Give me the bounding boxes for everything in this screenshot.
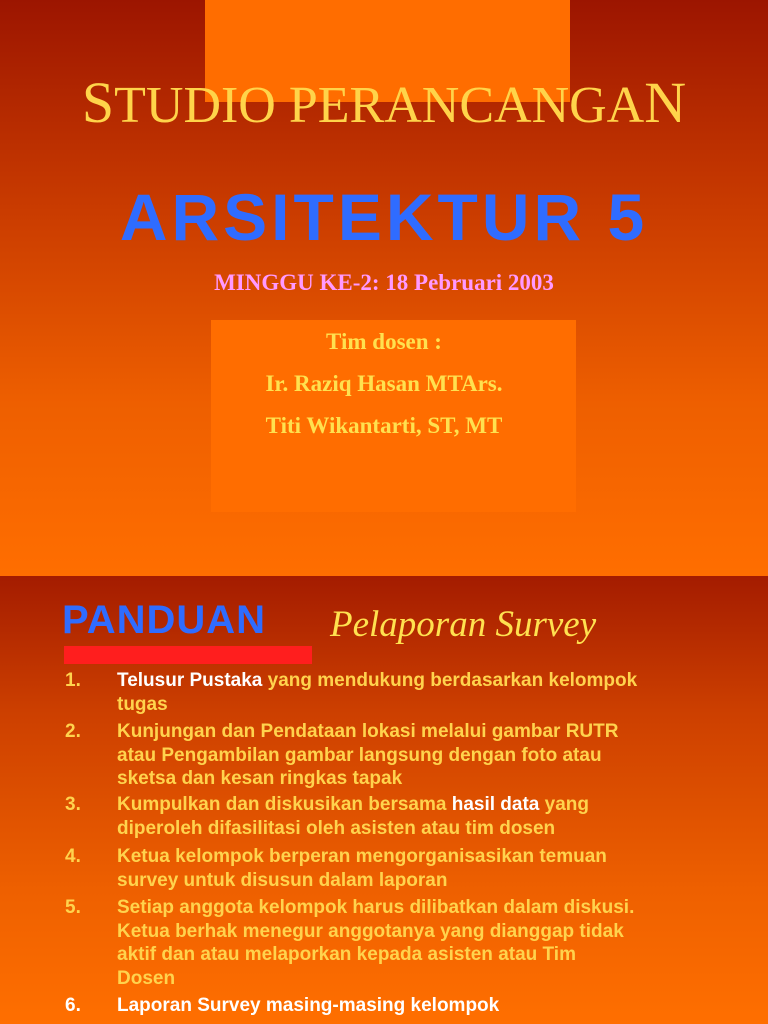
guide-title: PANDUAN: [62, 598, 267, 642]
title-middle: TUDIO PERANCANGA: [114, 77, 645, 134]
guide-slide: [0, 576, 768, 1024]
team-heading: Tim dosen :: [326, 329, 442, 354]
list-item-number: 2.: [65, 721, 81, 742]
list-item-text: Setiap anggota kelompok harus dilibatkan dalam diskusi. Ketua berhak menegur anggotanya yang dianggap tidak aktif dan atau melaporkan kepada asisten atau Tim Dosen: [117, 897, 635, 989]
list-item-text: Laporan Survey masing-masing kelompok: [117, 995, 500, 1016]
slide-title: [0, 70, 768, 135]
title-initial-cap: S: [81, 70, 115, 135]
list-item-text: Telusur Pustaka yang mendukung berdasarkan kelompok tugas: [117, 670, 638, 715]
list-item-number: 5.: [65, 897, 81, 918]
list-item-text: Ketua kelompok berperan mengorganisasikan temuan survey untuk disusun dalam laporan: [117, 846, 607, 891]
list-item-number: 1.: [65, 670, 81, 691]
slide-subtitle: ARSITEKTUR 5: [119, 180, 649, 254]
title-final-cap: N: [644, 70, 687, 135]
team-member-1: Ir. Raziq Hasan MTArs.: [265, 371, 503, 396]
highlight-text: hasil data: [451, 794, 540, 815]
guide-subtitle: Pelaporan Survey: [330, 604, 597, 645]
week-date-line: MINGGU KE-2: 18 Pebruari 2003: [214, 270, 554, 295]
list-item-text: Kumpulkan dan diskusikan bersama hasil data yang diperoleh difasilitasi oleh asisten atau tim dosen: [117, 794, 589, 839]
team-member-2: Titi Wikantarti, ST, MT: [265, 413, 503, 438]
list-item-number: 3.: [65, 794, 81, 815]
list-item-text: Kunjungan dan Pendataan lokasi melalui gambar RUTR atau Pengambilan gambar langsung dengan foto atau sketsa dan kesan ringkas tapak: [117, 721, 619, 789]
list-item-number: 6.: [65, 995, 81, 1016]
list-item-number: 4.: [65, 846, 81, 867]
title-underline-bar: [64, 646, 312, 664]
highlight-text: Telusur Pustaka: [117, 670, 263, 691]
